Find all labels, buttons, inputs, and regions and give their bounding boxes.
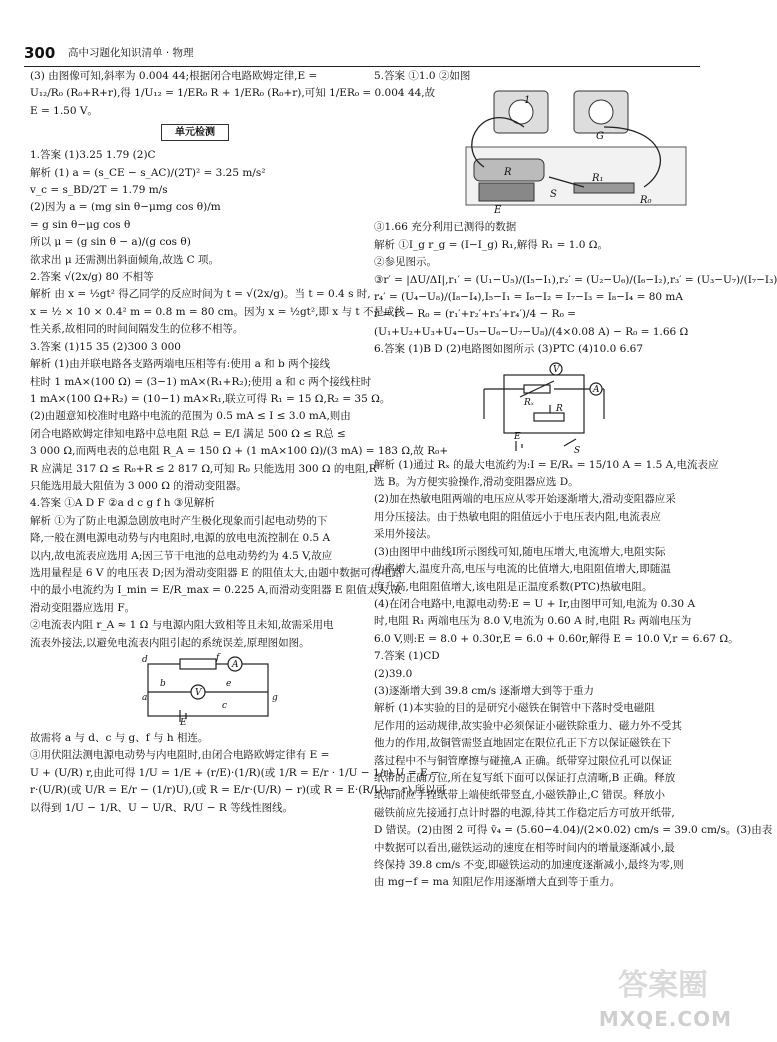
text-line: 功率增大,温度升高,电压与电流的比值增大,电阻阻值增大,即随温 (374, 563, 671, 576)
page-number: 300 (24, 44, 56, 62)
text-line: U₁₂/R₀ (R₀+R+r),得 1/U₁₂ = 1/ER₀ R + 1/ER₀ (R₀+r),可知 1/ER₀ = 0.004 44,故 (30, 87, 436, 100)
circuit-diagram-4 (30, 653, 360, 728)
text-line: v_c = s_BD/2T = 1.79 m/s (30, 184, 168, 197)
text-line: 纸带的正确方位,所在复写纸下面可以保证打点清晰,B 正确。释放 (374, 771, 676, 784)
text-line: r̄ = r̄′ − R₀ = (r₁′+r₂′+r₃′+r₄′)/4 − R₀ = (374, 308, 576, 321)
text-line: 1 mA×(100 Ω+R₂) = (10−1) mA×R₁,联立可得 R₁ = 15 Ω,R₂ = 35 Ω。 (30, 392, 391, 405)
text-line: 4.答案 ①A D F ②a d c g f h ③见解析 (30, 497, 215, 510)
text-line: 解析 (1)本实验的目的是研究小磁铁在铜管中下落时受电磁阻 (374, 702, 655, 715)
text-line: x = ½ × 10 × 0.4² m = 0.8 m = 80 cm。因为 x = ½gt²,即 x 与 t 不是成线 (30, 305, 405, 318)
text-line: 解析 (1) a = (s_CE − s_AC)/(2T)² = 3.25 m/s² (30, 166, 266, 179)
text-line: 解析 由 x = ½gt² 得乙同学的反应时间为 t = √(2x/g)。当 t = 0.4 s 时, (30, 288, 371, 301)
photo-label-E: E (494, 205, 502, 217)
circuit-label-e: e (226, 679, 232, 689)
circuit6-label-Rx: Rₓ (524, 397, 534, 408)
right-answer-lines (374, 219, 777, 358)
photo-label-R0: R₀ (640, 195, 652, 207)
text-line: 时,电阻 R₁ 两端电压为 8.0 V,电流为 0.60 A 时,电阻 R₂ 两端电压为 (374, 615, 692, 628)
text-line: 中数据可以看出,磁铁运动的速度在相等时间内的增量逐渐减小,最 (374, 841, 675, 854)
apparatus-photo (374, 87, 712, 217)
text-line: r₄′ = (U₄−U₈)/(I₈−I₄),I₅−I₁ = I₆−I₂ = I₇−I₃ = I₈−I₄ = 80 mA (374, 291, 683, 304)
text-line: 2.答案 √(2x/g) 80 不相等 (30, 271, 154, 284)
text-line: 故需将 a 与 d、c 与 g、f 与 h 相连。 (30, 732, 209, 744)
text-line: 他力的作用,故铜管需竖直地固定在限位孔正下方以保证磁铁在下 (374, 737, 672, 750)
text-line: 中的最小电流约为 I_min = E/R_max = 0.225 A,而滑动变阻器 E 阻值太大,故 (30, 584, 402, 597)
circuit6-label-E: E (514, 431, 521, 442)
text-line: U + (U/R) r,由此可得 1/U = 1/E + (r/E)·(1/R)(或 1/R = E/r · 1/U − 1/r),U = E − (30, 766, 440, 779)
text-line: 1.答案 (1)3.25 1.79 (2)C (30, 149, 156, 162)
circuit-label-V: V (195, 688, 202, 698)
text-line: 落过程中不与铜管摩擦与碰撞,A 正确。纸带穿过限位孔可以保证 (374, 754, 672, 767)
text-line: ②参见图示。 (374, 256, 437, 269)
circuit6-label-R: R (556, 403, 563, 414)
text-line: 纸带前应手捏纸带上端使纸带竖直,小磁铁静止,C 错误。释放小 (374, 789, 666, 802)
photo-label-G: G (596, 131, 604, 143)
text-line: (3) 由图像可知,斜率为 0.004 44;根据闭合电路欧姆定律,E = (30, 70, 318, 82)
text-line: 流表外接法,以避免电流表内阻引起的系统误差,原理图如图。 (30, 636, 310, 649)
text-line: (2)加在热敏电阻两端的电压应从零开始逐渐增大,滑动变阻器应采 (374, 493, 676, 506)
circuit6-label-S: S (574, 445, 581, 456)
photo-label-R1: R₁ (592, 173, 604, 185)
text-line: 磁铁前应先接通打点计时器的电源,待其工作稳定后方可放开纸带, (374, 806, 675, 819)
circuit-label-d: d (142, 655, 148, 665)
photo-label-S: S (550, 189, 557, 201)
photo-label-1: 1 (524, 95, 531, 107)
text-line: (4)在闭合电路中,电源电动势:E = U + Ir,由图甲可知,电流为 0.30 A (374, 597, 696, 610)
text-line: R 应满足 317 Ω ≤ R₀+R ≤ 2 817 Ω,可知 R₀ 只能选用 300 Ω 的电阻,R (30, 462, 377, 475)
text-line: 只能选用最大阻值为 3 000 Ω 的滑动变阻器。 (30, 479, 247, 492)
text-line: 3.答案 (1)15 35 (2)300 3 000 (30, 340, 181, 353)
circuit-diagram-6 (374, 361, 712, 455)
circuit-label-E: E (180, 718, 187, 728)
text-line: 3 000 Ω,而两电表的总电阻 R_A = 150 Ω + (1 mA×100 Ω)/(3 mA) = 183 Ω,故 R₀+ (30, 445, 449, 458)
circuit-label-c: c (222, 701, 228, 711)
right-column (374, 68, 777, 892)
text-line: (3)逐渐增大到 39.8 cm/s 逐渐增大到等于重力 (374, 684, 595, 697)
text-line: ③r′ = |ΔU/ΔI|,r₁′ = (U₁−U₅)/(I₅−I₁),r₂′ = (U₂−U₆)/(I₆−I₂),r₃′ = (U₃−U₇)/(I₇−I₃) (374, 273, 777, 286)
text-line: (2)由题意知校准时电路中电流的范围为 0.5 mA ≤ I ≤ 3.0 mA,则由 (30, 410, 351, 423)
text-line: 选 B。为方便实验操作,滑动变阻器应选 D。 (374, 476, 579, 489)
text-line: 闭合电路欧姆定律知电路中总电阻 R总 = E/I 满足 500 Ω ≤ R总 ≤ (30, 427, 346, 440)
section-title: 单元检测 (161, 124, 229, 141)
text-line: (2)因为 a = (mg sin θ−μmg cos θ)/m (30, 201, 221, 214)
text-line: = g sin θ−μg cos θ (30, 218, 131, 231)
photo-label-R: R (504, 167, 512, 179)
text-line: D 错误。(2)由图 2 可得 v̄₄ = (5.60−4.04)/(2×0.02) cm/s = 39.0 cm/s。(3)由表 (374, 824, 773, 837)
text-line: 尼作用的运动规律,故实验中必须保证小磁铁除重力、磁力外不受其 (374, 719, 682, 732)
text-line: 所以 μ = (g sin θ − a)/(g cos θ) (30, 236, 191, 249)
text-line: 7.答案 (1)CD (374, 650, 440, 663)
right-after-lines (374, 457, 773, 892)
circuit6-label-A: A (593, 384, 600, 395)
circuit-label-a: a (142, 693, 148, 703)
text-line: 欲求出 μ 还需测出斜面倾角,故选 C 项。 (30, 253, 220, 266)
text-line: (2)39.0 (374, 667, 413, 680)
text-line: ③1.66 充分利用已测得的数据 (374, 221, 517, 234)
circuit6-label-V: V (553, 364, 560, 375)
text-line: 以内,故电流表应选用 A;因三节干电池的总电动势约为 4.5 V,故应 (30, 549, 333, 562)
text-line: ②电流表内阻 r_A ≈ 1 Ω 与电源内阻大致相等且未知,故需采用电 (30, 619, 334, 632)
text-line: 滑动变阻器应选用 F。 (30, 601, 136, 614)
text-line: (U₁+U₂+U₃+U₄−U₅−U₆−U₇−U₈)/(4×0.08 A) − R₀ = 1.66 Ω (374, 325, 689, 338)
text-line: 解析 ①I_g r_g = (I−I_g) R₁,解得 R₁ = 1.0 Ω。 (374, 238, 608, 251)
circuit-label-b: b (160, 679, 166, 689)
text-line: 6.答案 (1)B D (2)电路图如图所示 (3)PTC (4)10.0 6.67 (374, 343, 644, 356)
left-after-circuit (30, 730, 447, 817)
text-line: 终保持 39.8 cm/s 不变,即磁铁运动的加速度逐渐减小,最终为零,则 (374, 859, 684, 871)
book-title: 高中习题化知识清单 · 物理 (68, 47, 194, 59)
watermark-logo: 答案圈 (618, 967, 708, 1003)
text-line: r·(U/R)(或 U/R = E/r − (1/r)U),(或 R = E/r·(U/R) − r)(或 R = E·(R/U) − r),所以可 (30, 784, 447, 797)
text-line: 解析 ①为了防止电源急剧放电时产生极化现象而引起电动势的下 (30, 514, 328, 527)
circuit-label-A: A (232, 660, 239, 670)
text-line: 度升高,电阻阻值增大,该电阻是正温度系数(PTC)热敏电阻。 (374, 580, 653, 593)
text-line: 以得到 1/U − 1/R、U − U/R、R/U − R 等线性图线。 (30, 801, 294, 814)
text-line: 选用量程是 6 V 的电压表 D;因为滑动变阻器 E 的阻值太大,由题中数据可得电路 (30, 566, 403, 579)
text-line: 性关系,故相同的时间间隔发生的位移不相等。 (30, 323, 244, 336)
text-line: 柱时 1 mA×(100 Ω) = (3−1) mA×(R₁+R₂);使用 a 和 c 两个接线柱时 (30, 375, 372, 388)
page-header (24, 44, 700, 67)
text-line: 用分压接法。由于热敏电阻的阻值远小于电压表内阻,电流表应 (374, 510, 661, 523)
text-line: 采用外接法。 (374, 528, 437, 541)
text-line: ③用伏阻法测电源电动势与内电阻时,由闭合电路欧姆定律有 E = (30, 749, 330, 762)
circuit-label-g: g (272, 693, 278, 703)
watermark-url: MXQE.COM (598, 1006, 732, 1031)
text-line: E = 1.50 V。 (30, 104, 98, 117)
text-line: (3)由图甲中曲线Ⅰ所示图线可知,随电压增大,电流增大,电阻实际 (374, 545, 666, 558)
text-line: 降,一般在测电源电动势与内电阻时,电源的放电电流控制在 0.5 A (30, 532, 331, 545)
text-line: 由 mg−f = ma 知阻尼作用逐渐增大直到等于重力。 (374, 876, 621, 889)
text-line: 5.答案 ①1.0 ②如图 (374, 70, 471, 82)
text-line: 6.0 V,则:E = 8.0 + 0.30r,E = 6.0 + 0.60r,解得 E = 10.0 V,r = 6.67 Ω。 (374, 632, 739, 645)
text-line: 解析 (1)由并联电路各支路两端电压相等有:使用 a 和 b 两个接线 (30, 358, 331, 371)
circuit-label-f: f (216, 653, 220, 663)
text-line: 解析 (1)通过 Rₓ 的最大电流约为:I = E/Rₓ = 15/10 A = 1.5 A,电流表应 (374, 458, 719, 471)
